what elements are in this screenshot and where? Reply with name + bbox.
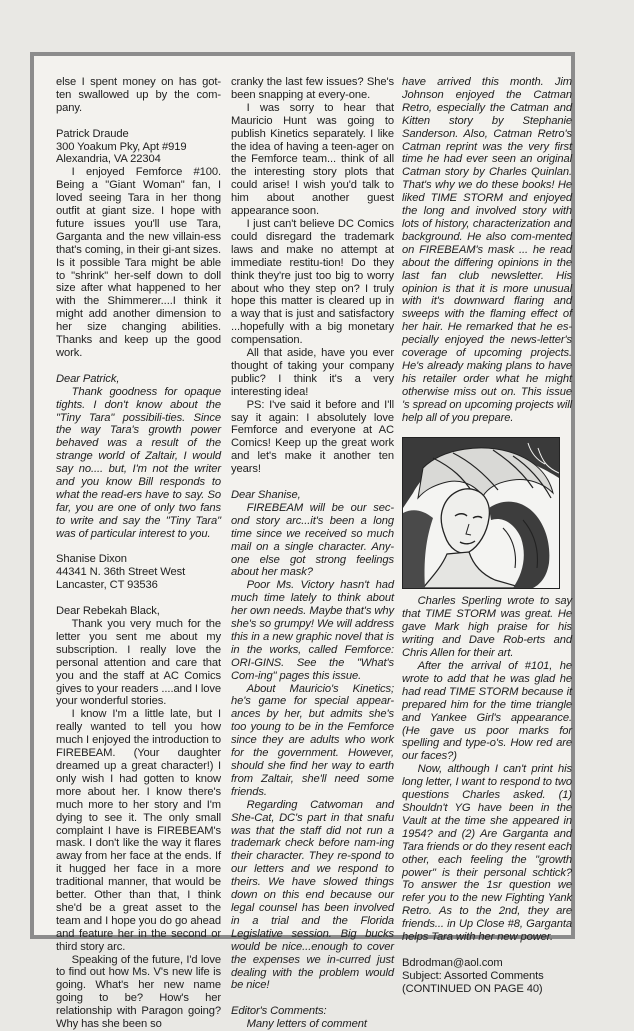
email-subject: Subject: Assorted Comments <box>402 969 544 982</box>
editor-salutation: Dear Patrick, <box>56 372 120 385</box>
letter-text: cranky the last few issues? She's been snapping at every-one. <box>231 76 394 101</box>
column-1 <box>56 76 221 1031</box>
sender-name: Shanise Dixon <box>56 553 127 566</box>
editor-reply: Thank goodness for opaque tights. I don't know about the "Tiny Tara" possibili-ties. Since the way Tara's growth power behaved was a result of the strange world of Zaltair, I would say no.... but, I'm not the writer and you know Bill responds to what the read-ers have to say. So far, you are one of only two fans to write and say the "Tiny Tara" was of particular interest to you. <box>56 385 221 540</box>
sender-address-line: Lancaster, CT 93536 <box>56 579 158 592</box>
letter-text: I know I'm a little late, but I really wanted to tell you how much I enjoyed the introduction to FIREBEAM. (Your daughter dreamed up a great character!) I only wish I had gotten to know more about her. I know there's much more to her story and I'm dying to see it. The only small complaint I have is FIREBEAM's mask. I don't like the way it flares away from her face at the ends. If it hugged her face in a more traditional manner, that would be better. Other than that, I think she'd be a great asset to the team and I hope you do go ahead and feature her in the second or third story arc. <box>56 708 221 953</box>
letter-text: PS: I've said it before and I'll say it again: I absolutely love Femforce and everyone at AC Comics! Keep up the great work and let's make it another ten years! <box>231 398 394 476</box>
sender-address-line: 44341 N. 36th Street West <box>56 566 186 579</box>
sender-address-line: 300 Yoakum Pky, Apt #919 <box>56 140 187 153</box>
letter-text: Thank you very much for the letter you sent me about my subscription. I really love the personal attention and care that you and the staff at AC Comics gives to your readers ....and I love your wonderful stories. <box>56 618 221 708</box>
editor-comments-text: Many letters of comment <box>246 1018 367 1031</box>
email-address: Bdrodman@aol.com <box>402 956 503 969</box>
editor-comments-heading: Editor's Comments: <box>231 1005 327 1018</box>
continued-note: (CONTINUED ON PAGE 40) <box>402 982 543 995</box>
letter-text: I just can't believe DC Comics could disregard the trademark laws and make no attempt at immediate restitu-tion! Do they think they're just too big to worry about who they step on? I truly hope this matter is cleared up in a way that is just and satisfactory ...hopefully with a big monetary compensation. <box>231 217 394 347</box>
editor-reply: Regarding Catwoman and She-Cat, DC's part in that snafu was that the staff did not run a trademark check before nam-ing their character. They re-spond to our letters and we respond to theirs. We have slowed things down on this end because our legal counsel has been involved in a trial and the Florida Legislative session. Big bucks would be nice...enough to cover the expenses we in-curred just dealing with the problem would be nice! <box>231 798 394 992</box>
column-2 <box>231 76 394 1031</box>
letter-text: else I spent money on has got-ten swallowed up by the com-pany. <box>56 76 221 114</box>
editor-reply: About Mauricio's Kinetics; he's game for special appear-ances by her, but admits she's too young to be in the Femforce since they are adults who work for the government. However, should she find her way to earth from Zaltair, she'll need some friends. <box>231 682 394 798</box>
letter-text: All that aside, have you ever thought of taking your company public? I think it's a very interesting idea! <box>231 347 394 398</box>
sender-address-line: Alexandria, VA 22304 <box>56 153 161 166</box>
column-3 <box>402 76 572 996</box>
letter-text: I enjoyed Femforce #100. Being a "Giant Woman" fan, I loved seeing Tara in her thong outfit at giant size. I hope with future issues you'll use Tara, Garganta and the new villain-ess that's coming, in their gi-ant sizes. Is it possible Tara might be able to "shrink" her-self down to doll size after what happened to her with the Shimmerer....I think it might add another dimension to her size changing abilities. Thanks and keep up the good work. <box>56 166 221 360</box>
editor-comments-text: have arrived this month. Jim Johnson enjoyed the Catman Retro, especially the Catman and Kitten story by Stephanie Sanderson. Also, Catman Retro's Catman reprint was the very first time he had ever seen an original Catman story by Charles Quinlan. That's why we do these books! He liked TIME STORM and enjoyed the long and involved story with lots of history, characterization and background. He also com-mented on FIREBEAM's mask ... he read about the differing opinions in the last fan club newsletter. His opinion is that it is more unusual with it's downward flaring and sweeps with the flaming effect of her hair. He remarked that he es-pecially enjoyed the news-letter's coverage of upcoming projects. He's already making plans to have his retailer order what he might otherwise miss out on. This issue 's spread on upcoming projects will help all of you prepare. <box>402 76 572 424</box>
editor-comments-text: After the arrival of #101, he wrote to add that he was glad he had read TIME STORM because it prepared him for the time triangle and Yankee Girl's appearance. (He gave us poor marks for spelling and type-o's. How red are our faces?) <box>402 660 572 763</box>
letter-text: Speaking of the future, I'd love to find out how Ms. V's new life is going. What's her new name going to be? How's her relationship with Paragon going? Why has she been so <box>56 953 221 1031</box>
editor-comments-text: Now, although I can't print his long letter, I want to respond to two questions Charles asked. (1) Shouldn't YG have been in the Vault at the time she appeared in 1954? and (2) Are Garganta and Tara friends or do they resent each other, each feeling the "growth power" is their personal schtick? To answer the 1sr question we refer you to the new Fighting Yank Retro. As to the 2nd, they are friends... in Up Close #8, Garganta helps Tara with her new power. <box>402 763 572 944</box>
sender-name: Patrick Draude <box>56 127 129 140</box>
editor-reply: FIREBEAM will be our sec-ond story arc...it's been a long time since we received so much mail on a single character. Any-one else got strong feelings about her mask? <box>231 501 394 579</box>
fan-art-illustration <box>402 437 560 589</box>
letter-salutation: Dear Rebekah Black, <box>56 605 160 618</box>
editor-reply: Poor Ms. Victory hasn't had much time lately to think about her own needs. Maybe that's why she's so grumpy! We will address this in a new graphic novel that is in the works, called Femforce: ORI-GINS. See the "What's Com-ing" pages this issue. <box>231 579 394 682</box>
editor-comments-text: Charles Sperling wrote to say that TIME STORM was great. He gave Mark high praise for his writing and Dave Rob-erts and Chris Allen for their art. <box>402 595 572 660</box>
letters-page-frame <box>30 52 575 1031</box>
editor-salutation: Dear Shanise, <box>231 488 301 501</box>
letter-text: I was sorry to hear that Mauricio Hunt was going to publish Kinetics separately. I like the idea of having a teen-ager on the Femforce team... think of all the interesting story plots that could arise! I wish you'd talk to him about another guest appearance soon. <box>231 101 394 218</box>
